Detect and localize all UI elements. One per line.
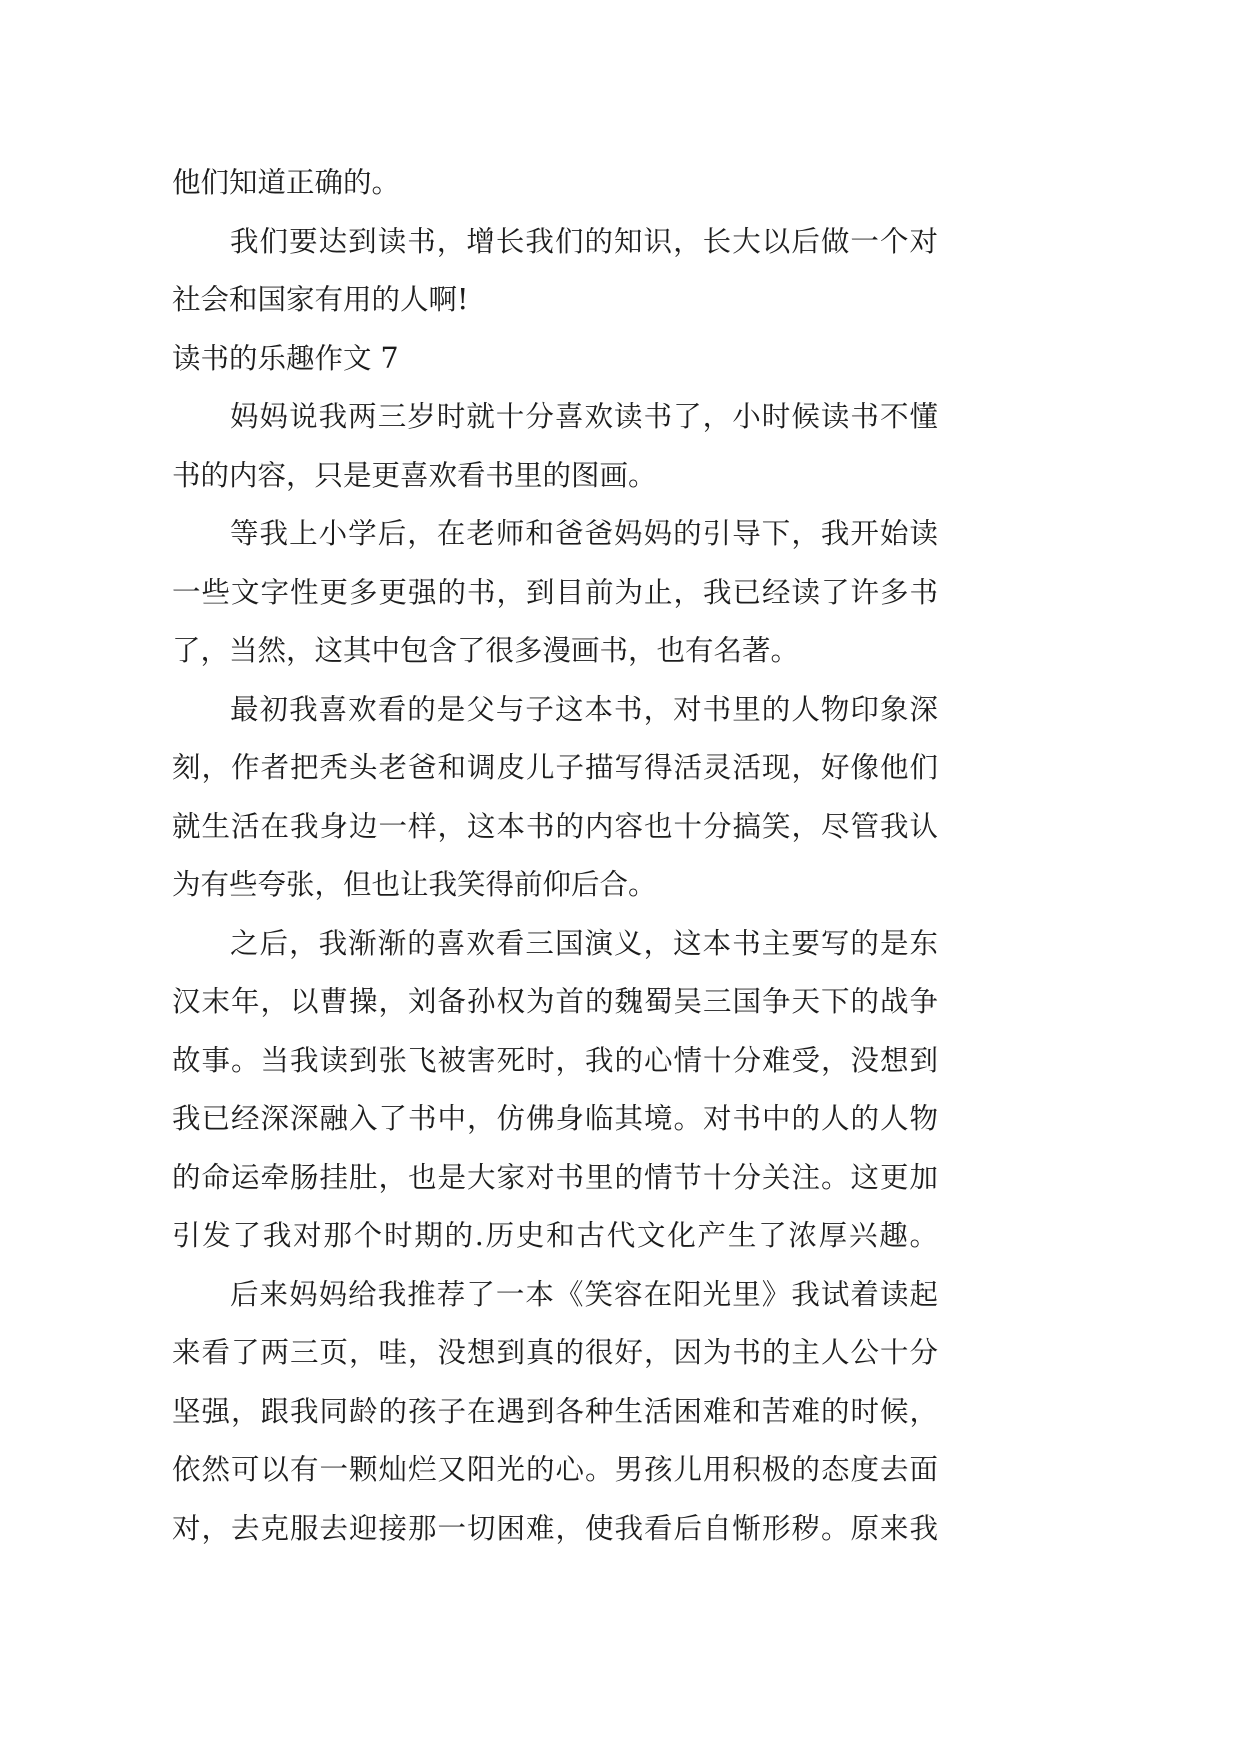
text-line: 一些文字性更多更强的书，到目前为止，我已经读了许多书 bbox=[172, 575, 938, 609]
text-line: 书的内容，只是更喜欢看书里的图画。 bbox=[172, 458, 657, 492]
text-line: 故事。当我读到张飞被害死时，我的心情十分难受，没想到 bbox=[172, 1043, 938, 1077]
text-line: 后来妈妈给我推荐了一本《笑容在阳光里》我试着读起 bbox=[230, 1277, 938, 1311]
text-line: 就生活在我身边一样，这本书的内容也十分搞笑，尽管我认 bbox=[172, 809, 938, 843]
essay-paragraph bbox=[172, 505, 938, 681]
text-line: 为有些夸张，但也让我笑得前仰后合。 bbox=[172, 868, 657, 901]
text-line: 来看了两三页，哇，没想到真的很好，因为书的主人公十分 bbox=[172, 1336, 938, 1369]
essay-heading: 读书的乐趣作文 7 bbox=[172, 341, 399, 375]
text-line: 我们要达到读书，增长我们的知识，长大以后做一个对 bbox=[230, 224, 938, 258]
text-line: 依然可以有一颗灿烂又阳光的心。男孩儿用积极的态度去面 bbox=[172, 1453, 938, 1486]
essay-paragraph bbox=[172, 1266, 938, 1559]
text-line: 妈妈说我两三岁时就十分喜欢读书了，小时候读书不懂 bbox=[230, 400, 938, 433]
essay-paragraph bbox=[172, 681, 938, 915]
text-line: 引发了我对那个时期的.历史和古代文化产生了浓厚兴趣。 bbox=[172, 1219, 938, 1252]
text-line: 他们知道正确的。 bbox=[172, 166, 401, 199]
text-line: 汉末年，以曹操，刘备孙权为首的魏蜀吴三国争天下的战争 bbox=[172, 985, 938, 1018]
text-line: 坚强，跟我同龄的孩子在遇到各种生活困难和苦难的时候， bbox=[172, 1394, 938, 1428]
text-line: 等我上小学后，在老师和爸爸妈妈的引导下，我开始读 bbox=[230, 517, 938, 550]
document-body bbox=[172, 154, 938, 1558]
closing-paragraph bbox=[172, 213, 938, 330]
text-line: 对，去克服去迎接那一切困难，使我看后自惭形秽。原来我 bbox=[172, 1511, 938, 1545]
text-line: 了，当然，这其中包含了很多漫画书，也有名著。 bbox=[172, 634, 800, 667]
essay-paragraph bbox=[172, 915, 938, 1266]
text-line: 社会和国家有用的人啊! bbox=[172, 283, 469, 316]
text-line: 之后，我渐渐的喜欢看三国演义，这本书主要写的是东 bbox=[230, 926, 938, 960]
text-line: 的命运牵肠挂肚，也是大家对书里的情节十分关注。这更加 bbox=[172, 1160, 938, 1194]
continued-paragraph bbox=[172, 154, 938, 213]
text-line: 最初我喜欢看的是父与子这本书，对书里的人物印象深 bbox=[230, 692, 938, 726]
essay-paragraph bbox=[172, 388, 938, 505]
text-line: 刻，作者把秃头老爸和调皮儿子描写得活灵活现，好像他们 bbox=[172, 751, 938, 784]
text-line: 我已经深深融入了书中，仿佛身临其境。对书中的人的人物 bbox=[172, 1102, 938, 1135]
